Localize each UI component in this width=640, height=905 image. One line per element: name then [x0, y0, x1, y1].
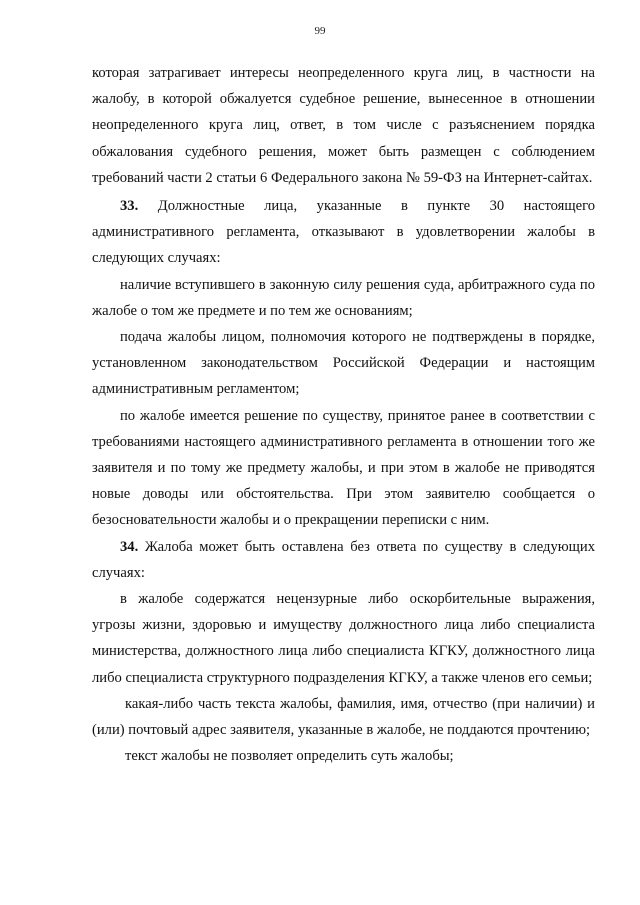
paragraph-offensive-language: [92, 586, 595, 691]
paragraph-text: Жалоба может быть оставлена без ответа по существу в следующих случаях:: [92, 538, 595, 581]
paragraph-text: по жалобе имеется решение по существу, принятое ранее в соответствии с требованиями настоящего административного регламента в отношении того же заявителя и по тому же предмету жалобы, и при этом в жалобе не приводятся новые доводы или обстоятельства. При этом заявителю сообщается о безосновательности жалобы и о прекращении переписки с ним.: [92, 407, 595, 529]
paragraph-text: наличие вступившего в законную силу решения суда, арбитражного суда по жалобе о том же предмете и по тем же основаниям;: [92, 276, 595, 319]
paragraph-text: которая затрагивает интересы неопределенного круга лиц, в частности на жалобу, в которой обжалуется судебное решение, вынесенное в отношении неопределенного круга лиц, ответ, в том числе с разъяснением порядка обжалования судебного решения, может быть размещен с соблюдением требований части 2 статьи 6 Федерального закона № 59-ФЗ на Интернет-сайтах.: [92, 65, 595, 186]
paragraph-unclear-essence: [92, 743, 595, 769]
paragraph-34: [92, 534, 595, 586]
paragraph-prior-decision: [92, 403, 595, 534]
paragraph-text: текст жалобы не позволяет определить суть жалобы;: [125, 748, 454, 765]
paragraph-unconfirmed-authority: [92, 324, 595, 403]
paragraph-text: в жалобе содержатся нецензурные либо оскорбительные выражения, угрозы жизни, здоровью и имуществу должностного лица либо специалиста министерства, должностного лица либо специалиста КГКУ, должностного лица либо специалиста структурного подразделения КГКУ, а также членов его семьи;: [92, 591, 595, 686]
paragraph-continuation: [92, 60, 595, 191]
page-number: 99: [314, 25, 326, 37]
paragraph-number: 33.: [120, 198, 139, 215]
paragraph-text: Должностные лица, указанные в пункте 30 настоящего административного регламента, отказывают в удовлетворении жалобы в следующих случаях:: [92, 198, 595, 267]
paragraph-court-decision: [92, 272, 595, 324]
paragraph-number: 34.: [120, 538, 139, 555]
document-body: [92, 60, 595, 769]
paragraph-text: какая-либо часть текста жалобы, фамилия, имя, отчество (при наличии) и (или) почтовый адрес заявителя, указанные в жалобе, не поддаются прочтению;: [92, 695, 595, 739]
paragraph-33: [92, 193, 595, 272]
paragraph-text: подача жалобы лицом, полномочия которого не подтверждены в порядке, установленном законодательством Российской Федерации и настоящим административным регламентом;: [92, 329, 595, 398]
paragraph-unreadable-text: [92, 691, 595, 743]
